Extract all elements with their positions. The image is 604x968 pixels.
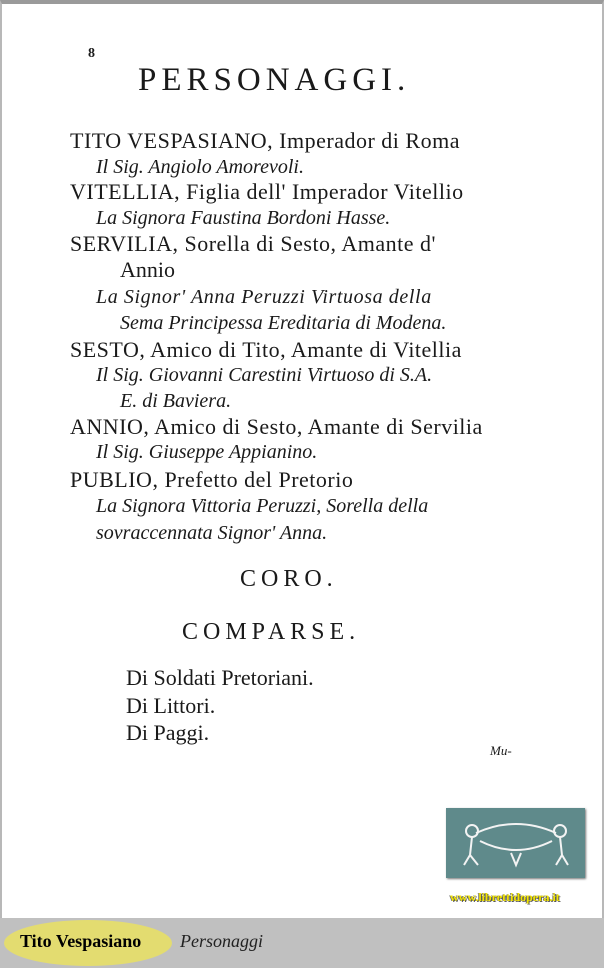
character-role: VITELLIA, Figlia dell' Imperador Vitellio — [70, 179, 464, 204]
site-logo[interactable] — [446, 808, 585, 878]
character-role: SERVILIA, Sorella di Sesto, Amante d' — [70, 231, 436, 256]
character-role: PUBLIO, Prefetto del Pretorio — [70, 467, 354, 492]
section-title: Personaggi — [180, 931, 263, 951]
character-role: ANNIO, Amico di Sesto, Amante di Servilia — [70, 414, 483, 439]
character-role: TITO VESPASIANO, Imperador di Roma — [70, 128, 460, 153]
character-singer: E. di Baviera. — [120, 390, 232, 412]
comparse-item: Di Soldati Pretoriani. — [126, 665, 314, 690]
character-singer: Il Sig. Giovanni Carestini Virtuoso di S.A. — [96, 364, 433, 386]
page-heading: PERSONAGGI. — [138, 62, 411, 98]
comparse-item: Di Littori. — [126, 693, 216, 718]
character-role: SESTO, Amico di Tito, Amante di Vitellia — [70, 337, 462, 362]
site-url-link[interactable]: www.librettidopera.it — [450, 890, 560, 904]
character-singer: sovraccennata Signor' Anna. — [96, 522, 328, 544]
character-role-cont: Annio — [120, 257, 175, 282]
coro-heading: CORO. — [240, 566, 338, 592]
character-singer: Il Sig. Giuseppe Appianino. — [96, 441, 318, 463]
comparse-heading: COMPARSE. — [182, 619, 361, 645]
character-singer: Il Sig. Angiolo Amorevoli. — [96, 156, 304, 178]
page-number: 8 — [88, 46, 95, 61]
footer-bar — [0, 918, 604, 968]
cherubs-garland-icon — [456, 815, 576, 871]
character-singer: La Signora Faustina Bordoni Hasse. — [96, 207, 391, 229]
character-singer: La Signora Vittoria Peruzzi, Sorella della — [96, 495, 429, 517]
opera-title[interactable]: Tito Vespasiano — [20, 931, 142, 951]
character-singer: Sema Principessa Ereditaria di Modena. — [120, 312, 447, 334]
catchword: Mu- — [490, 743, 512, 758]
character-singer: La Signor' Anna Peruzzi Virtuosa della — [96, 286, 432, 308]
comparse-item: Di Paggi. — [126, 720, 210, 745]
